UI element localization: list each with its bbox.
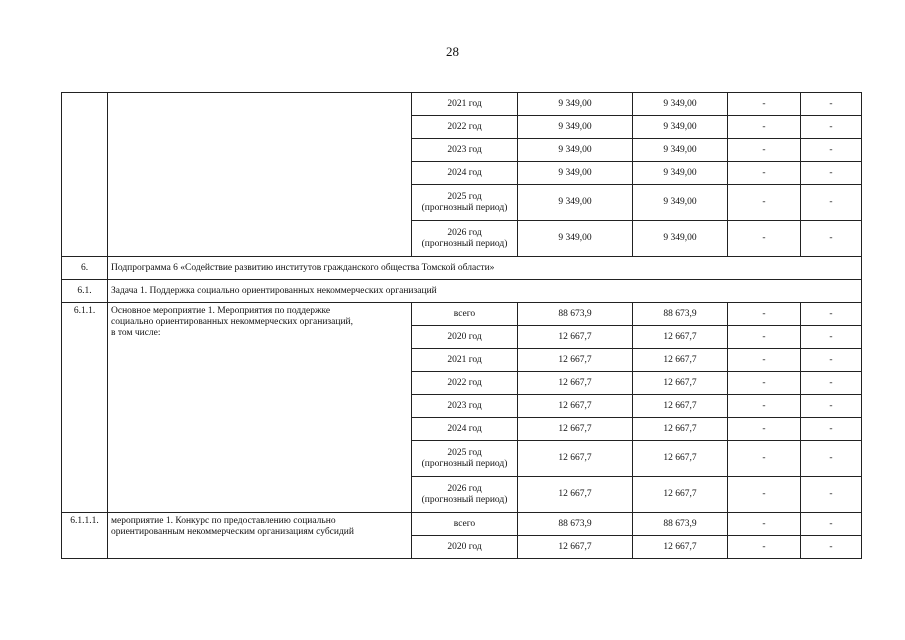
- period-note: (прогнозный период): [421, 238, 508, 249]
- period-cell: 2021 год: [412, 93, 518, 116]
- other-cell: -: [801, 513, 862, 536]
- regional-cell: -: [728, 116, 801, 139]
- other-cell: -: [801, 418, 862, 441]
- task-title: Задача 1. Поддержка социально ориентированных некоммерческих организаций: [108, 280, 862, 303]
- federal-cell: 12 667,7: [633, 536, 728, 559]
- total-cell: 12 667,7: [518, 418, 633, 441]
- regional-cell: -: [728, 372, 801, 395]
- period-cell: [412, 185, 518, 221]
- other-cell: -: [801, 395, 862, 418]
- other-cell: -: [801, 185, 862, 221]
- page-number: 28: [446, 44, 459, 59]
- task-number: 6.1.: [62, 280, 108, 303]
- period-cell: 2023 год: [412, 395, 518, 418]
- regional-cell: -: [728, 326, 801, 349]
- period-cell: [412, 221, 518, 257]
- regional-cell: -: [728, 441, 801, 477]
- federal-cell: 9 349,00: [633, 139, 728, 162]
- row-number-cell: 6.1.1.: [62, 303, 108, 513]
- period-year: 2025 год: [447, 191, 482, 202]
- total-cell: 88 673,9: [518, 513, 633, 536]
- task-row: [62, 280, 862, 303]
- period-year: 2026 год: [447, 227, 482, 238]
- period-cell: 2022 год: [412, 372, 518, 395]
- period-cell: [412, 441, 518, 477]
- total-cell: 12 667,7: [518, 372, 633, 395]
- total-cell: 12 667,7: [518, 477, 633, 513]
- total-cell: 12 667,7: [518, 441, 633, 477]
- period-note: (прогнозный период): [421, 458, 508, 469]
- other-cell: -: [801, 139, 862, 162]
- measure-name-line: Основное мероприятие 1. Мероприятия по поддержке: [111, 306, 331, 316]
- row-number-cell: [62, 93, 108, 257]
- federal-cell: 88 673,9: [633, 303, 728, 326]
- federal-cell: 12 667,7: [633, 326, 728, 349]
- regional-cell: -: [728, 185, 801, 221]
- regional-cell: -: [728, 513, 801, 536]
- total-cell: 12 667,7: [518, 536, 633, 559]
- other-cell: -: [801, 372, 862, 395]
- federal-cell: 12 667,7: [633, 349, 728, 372]
- period-cell: всего: [412, 513, 518, 536]
- row-number-cell: 6.1.1.1.: [62, 513, 108, 559]
- table-row: [62, 93, 862, 116]
- total-cell: 88 673,9: [518, 303, 633, 326]
- period-cell: 2020 год: [412, 536, 518, 559]
- period-year: 2026 год: [447, 483, 482, 494]
- measure-name-line: в том числе:: [111, 328, 161, 338]
- federal-cell: 9 349,00: [633, 116, 728, 139]
- measure-name-line: ориентированным некоммерческим организациям субсидий: [111, 527, 354, 537]
- total-cell: 9 349,00: [518, 185, 633, 221]
- table-row: [62, 303, 862, 326]
- period-cell: [412, 477, 518, 513]
- regional-cell: -: [728, 477, 801, 513]
- period-cell: 2022 год: [412, 116, 518, 139]
- federal-cell: 9 349,00: [633, 185, 728, 221]
- regional-cell: -: [728, 395, 801, 418]
- total-cell: 9 349,00: [518, 93, 633, 116]
- regional-cell: -: [728, 536, 801, 559]
- federal-cell: 12 667,7: [633, 418, 728, 441]
- other-cell: -: [801, 221, 862, 257]
- subprogram-title: Подпрограмма 6 «Содействие развитию институтов гражданского общества Томской области»: [108, 257, 862, 280]
- period-note: (прогнозный период): [421, 202, 508, 213]
- period-year: 2025 год: [447, 447, 482, 458]
- other-cell: -: [801, 93, 862, 116]
- period-cell: 2021 год: [412, 349, 518, 372]
- period-cell: 2020 год: [412, 326, 518, 349]
- total-cell: 12 667,7: [518, 326, 633, 349]
- other-cell: -: [801, 349, 862, 372]
- federal-cell: 9 349,00: [633, 93, 728, 116]
- other-cell: -: [801, 162, 862, 185]
- regional-cell: -: [728, 349, 801, 372]
- total-cell: 9 349,00: [518, 162, 633, 185]
- federal-cell: 12 667,7: [633, 372, 728, 395]
- row-name-cell: [108, 303, 412, 513]
- row-name-cell: [108, 513, 412, 559]
- period-cell: 2024 год: [412, 418, 518, 441]
- total-cell: 9 349,00: [518, 139, 633, 162]
- regional-cell: -: [728, 139, 801, 162]
- period-note: (прогнозный период): [421, 494, 508, 505]
- measure-name-line: мероприятие 1. Конкурс по предоставлению социально: [111, 516, 336, 526]
- regional-cell: -: [728, 303, 801, 326]
- table-row: [62, 513, 862, 536]
- regional-cell: -: [728, 221, 801, 257]
- total-cell: 9 349,00: [518, 221, 633, 257]
- other-cell: -: [801, 326, 862, 349]
- other-cell: -: [801, 441, 862, 477]
- period-cell: всего: [412, 303, 518, 326]
- federal-cell: 9 349,00: [633, 162, 728, 185]
- measure-name-line: социально ориентированных некоммерческих организаций,: [111, 317, 353, 327]
- other-cell: -: [801, 536, 862, 559]
- regional-cell: -: [728, 418, 801, 441]
- total-cell: 12 667,7: [518, 349, 633, 372]
- regional-cell: -: [728, 162, 801, 185]
- federal-cell: 12 667,7: [633, 477, 728, 513]
- period-cell: 2023 год: [412, 139, 518, 162]
- other-cell: -: [801, 477, 862, 513]
- regional-cell: -: [728, 93, 801, 116]
- row-name-cell: [108, 93, 412, 257]
- federal-cell: 88 673,9: [633, 513, 728, 536]
- total-cell: 9 349,00: [518, 116, 633, 139]
- other-cell: -: [801, 116, 862, 139]
- subprogram-number: 6.: [62, 257, 108, 280]
- other-cell: -: [801, 303, 862, 326]
- federal-cell: 9 349,00: [633, 221, 728, 257]
- total-cell: 12 667,7: [518, 395, 633, 418]
- federal-cell: 12 667,7: [633, 395, 728, 418]
- period-cell: 2024 год: [412, 162, 518, 185]
- subprogram-row: [62, 257, 862, 280]
- federal-cell: 12 667,7: [633, 441, 728, 477]
- budget-table: [61, 92, 862, 559]
